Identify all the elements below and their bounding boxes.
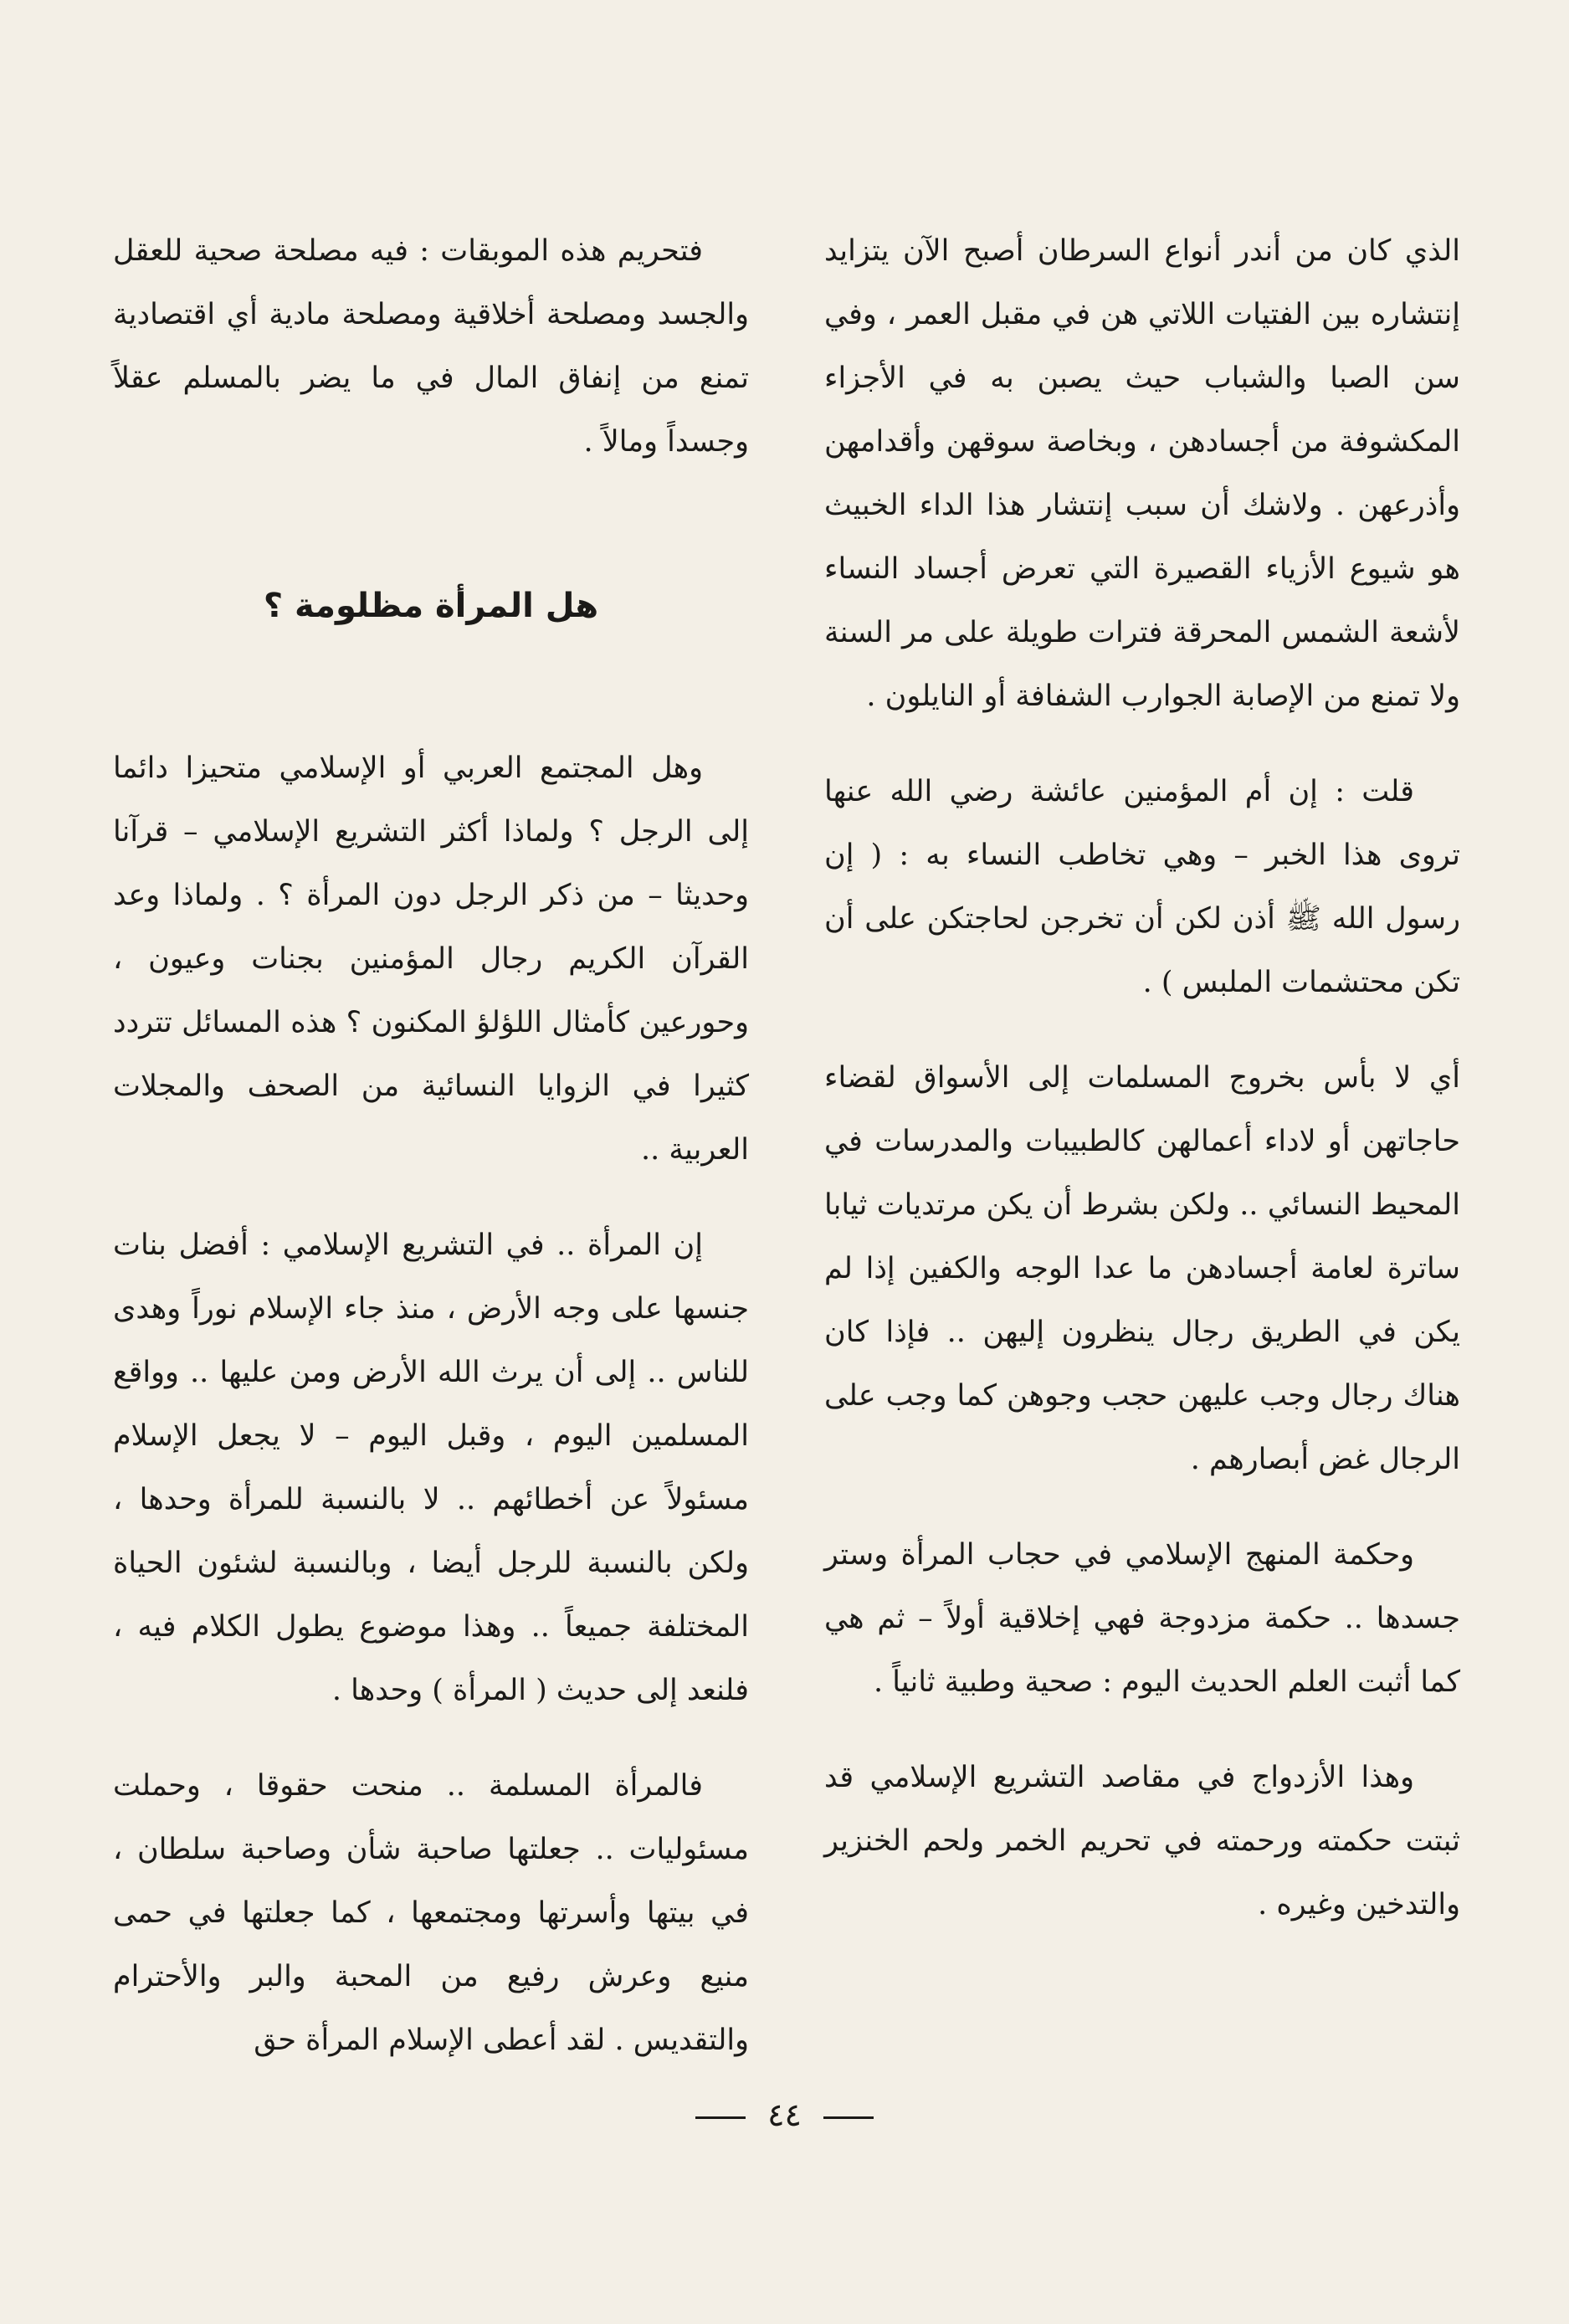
- right-column: [824, 219, 1460, 1968]
- paragraph: الذي كان من أندر أنواع السرطان أصبح الآن يتزايد إنتشاره بين الفتيات اللاتي هن في مقبل العمر ، وفي سن الصبا والشباب حيث يصبن به في الأجزاء المكشوفة من أجسادهن ، وبخاصة سوقهن وأقدامهن وأذرعهن . ولاشك أن سبب إنتشار هذا الداء الخبيث هو شيوع الأزياء القصيرة التي تعرض أجساد النساء لأشعة الشمس المحرقة فترات طويلة على مر السنة ولا تمنع من الإصابة الجوارب الشفافة أو النايلون .: [824, 234, 1460, 713]
- paragraph: أي لا بأس بخروج المسلمات إلى الأسواق لقضاء حاجاتهن أو لاداء أعمالهن كالطبيبات والمدرسات في المحيط النسائي .. ولكن بشرط أن يكن مرتديات ثيابا ساترة لعامة أجسادهن ما عدا الوجه والكفين إذا لم يكن في الطريق رجال ينظرون إليهن .. فإذا كان هناك رجال وجب عليهن حجب وجوهن كما وجب على الرجال غض أبصارهم .: [824, 1061, 1460, 1476]
- page-number: ٤٤: [767, 2096, 802, 2133]
- paragraph: وحكمة المنهج الإسلامي في حجاب المرأة وستر جسدها .. حكمة مزدوجة فهي إخلاقية أولاً – ثم هي كما أثبت العلم الحديث اليوم : صحية وطبية ثانياً .: [824, 1538, 1460, 1699]
- left-column: [113, 219, 749, 2104]
- paragraph: فتحريم هذه الموبقات : فيه مصلحة صحية للعقل والجسد ومصلحة أخلاقية ومصلحة مادية أي اقتصادية تمنع من إنفاق المال في ما يضر بالمسلم عقلاً وجسداً ومالاً .: [113, 234, 749, 459]
- paragraph: وهذا الأزدواج في مقاصد التشريع الإسلامي قد ثبتت حكمته ورحمته في تحريم الخمر ولحم الخنزير والتدخين وغيره .: [824, 1761, 1460, 1921]
- folio-dash: [695, 2116, 746, 2119]
- section-heading: هل المرأة مظلومة ؟: [263, 587, 599, 625]
- paragraph: فالمرأة المسلمة .. منحت حقوقا ، وحملت مسئوليات .. جعلتها صاحبة شأن وصاحبة سلطان ، في بيتها وأسرتها ومجتمعها ، كما جعلتها في حمى منيع وعرش رفيع من المحبة والبر والأحترام والتقديس . لقد أعطى الإسلام المرأة حق: [113, 1769, 749, 2057]
- paragraph: إن المرأة .. في التشريع الإسلامي : أفضل بنات جنسها على وجه الأرض ، منذ جاء الإسلام نوراً وهدى للناس .. إلى أن يرث الله الأرض ومن عليها .. وواقع المسلمين اليوم ، وقبل اليوم – لا يجعل الإسلام مسئولاً عن أخطائهم .. لا بالنسبة للمرأة وحدها ، ولكن بالنسبة للرجل أيضا ، وبالنسبة لشئون الحياة المختلفة جميعاً .. وهذا موضوع يطول الكلام فيه ، فلنعد إلى حديث ( المرأة ) وحدها .: [113, 1229, 749, 1707]
- page-number-footer: [0, 2096, 1569, 2133]
- paragraph: وهل المجتمع العربي أو الإسلامي متحيزا دائما إلى الرجل ؟ ولماذا أكثر التشريع الإسلامي – قرآنا وحديثا – من ذكر الرجل دون المرأة ؟ . ولماذا وعد القرآن الكريم رجال المؤمنين بجنات وعيون ، وحورعين كأمثال اللؤلؤ المكنون ؟ هذه المسائل تتردد كثيرا في الزوايا النسائية من الصحف والمجلات العربية ..: [113, 752, 749, 1167]
- folio-dash: [823, 2116, 874, 2119]
- paragraph: قلت : إن أم المؤمنين عائشة رضي الله عنها تروى هذا الخبر – وهي تخاطب النساء به : ( إن رسول الله ﷺ أذن لكن أن تخرجن لحاجتكن على أن تكن محتشمات الملبس ) .: [824, 775, 1460, 999]
